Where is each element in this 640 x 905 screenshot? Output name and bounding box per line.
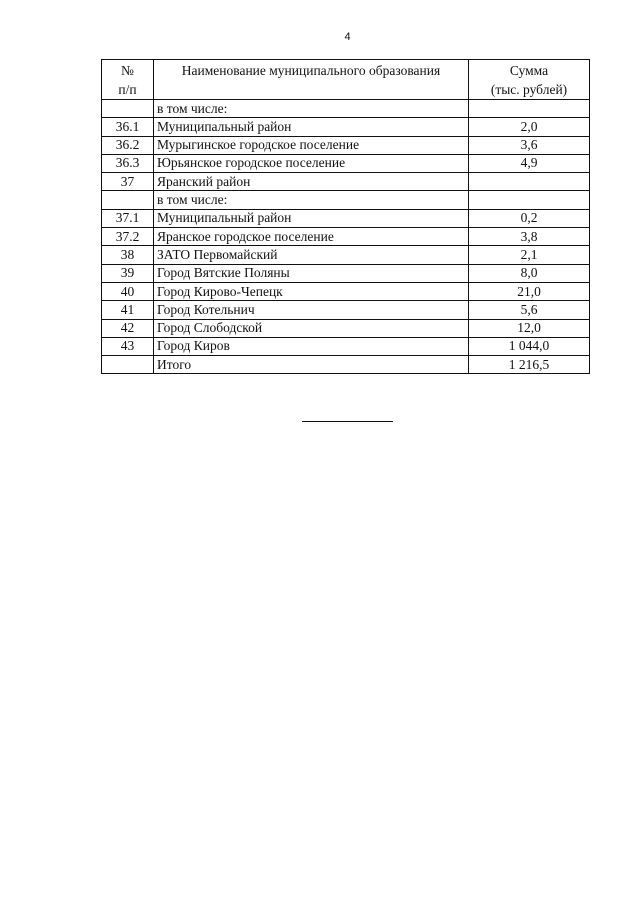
row-name: Яранский район xyxy=(154,173,469,191)
row-sum xyxy=(469,191,590,209)
row-name: Город Слободской xyxy=(154,319,469,337)
row-name: в том числе: xyxy=(154,100,469,118)
row-sum: 12,0 xyxy=(469,319,590,337)
row-number: 43 xyxy=(102,337,154,355)
table-row xyxy=(102,118,590,136)
row-sum: 1 044,0 xyxy=(469,337,590,355)
row-name: Муниципальный район xyxy=(154,118,469,136)
table-row xyxy=(102,319,590,337)
table-row xyxy=(102,337,590,355)
table-row xyxy=(102,264,590,282)
table-row xyxy=(102,301,590,319)
table-row xyxy=(102,209,590,227)
row-sum: 3,6 xyxy=(469,136,590,154)
row-name: ЗАТО Первомайский xyxy=(154,246,469,264)
row-sum: 8,0 xyxy=(469,264,590,282)
row-sum: 3,8 xyxy=(469,228,590,246)
row-name: в том числе: xyxy=(154,191,469,209)
header-name: Наименование муниципального образования xyxy=(154,60,469,100)
table-row xyxy=(102,173,590,191)
row-name: Юрьянское городское поселение xyxy=(154,154,469,172)
row-number xyxy=(102,356,154,374)
row-sum: 2,0 xyxy=(469,118,590,136)
table-row xyxy=(102,246,590,264)
row-sum: 2,1 xyxy=(469,246,590,264)
page-number: 4 xyxy=(344,31,351,43)
table-row xyxy=(102,154,590,172)
row-number: 41 xyxy=(102,301,154,319)
header-sum: Сумма (тыс. рублей) xyxy=(469,60,590,100)
table-row xyxy=(102,356,590,374)
row-number: 36.2 xyxy=(102,136,154,154)
row-sum: 5,6 xyxy=(469,301,590,319)
table-header-row xyxy=(102,60,590,100)
row-name: Город Вятские Поляны xyxy=(154,264,469,282)
row-name: Город Кирово-Чепецк xyxy=(154,282,469,300)
table-body xyxy=(102,100,590,374)
row-name: Город Котельнич xyxy=(154,301,469,319)
row-name: Итого xyxy=(154,356,469,374)
header-number: № п/п xyxy=(102,60,154,100)
row-number xyxy=(102,100,154,118)
row-name: Город Киров xyxy=(154,337,469,355)
row-number xyxy=(102,191,154,209)
row-number: 37 xyxy=(102,173,154,191)
row-number: 38 xyxy=(102,246,154,264)
row-number: 40 xyxy=(102,282,154,300)
row-name: Муниципальный район xyxy=(154,209,469,227)
row-sum: 21,0 xyxy=(469,282,590,300)
row-number: 36.1 xyxy=(102,118,154,136)
row-number: 39 xyxy=(102,264,154,282)
row-number: 37.1 xyxy=(102,209,154,227)
row-name: Мурыгинское городское поселение xyxy=(154,136,469,154)
row-number: 42 xyxy=(102,319,154,337)
table-row xyxy=(102,282,590,300)
funding-table xyxy=(101,59,590,374)
table-row xyxy=(102,100,590,118)
table-row xyxy=(102,191,590,209)
row-sum xyxy=(469,100,590,118)
row-number: 36.3 xyxy=(102,154,154,172)
row-name: Яранское городское поселение xyxy=(154,228,469,246)
end-rule xyxy=(302,421,393,422)
row-sum xyxy=(469,173,590,191)
row-number: 37.2 xyxy=(102,228,154,246)
row-sum: 4,9 xyxy=(469,154,590,172)
table-row xyxy=(102,136,590,154)
table-row xyxy=(102,228,590,246)
row-sum: 0,2 xyxy=(469,209,590,227)
row-sum: 1 216,5 xyxy=(469,356,590,374)
